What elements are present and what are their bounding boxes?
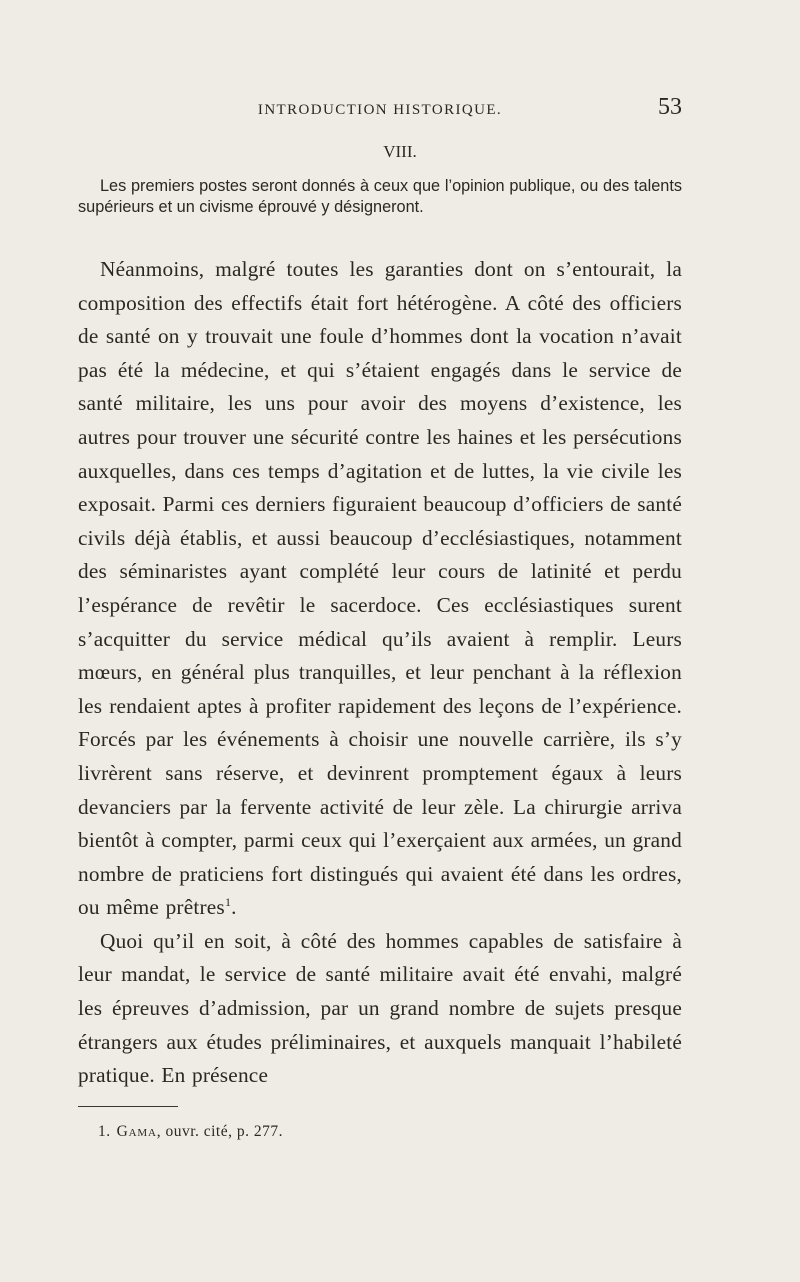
footnote-author: Gama	[116, 1123, 157, 1140]
page-number: 53	[658, 94, 682, 120]
quoted-article: Les premiers postes seront donnés à ceux que l’opinion publique, ou des talents supérieurs et un civisme éprouvé y désigneront.	[78, 177, 682, 216]
footnote	[98, 1123, 283, 1141]
paragraph-2: Quoi qu’il en soit, à côté des hommes capables de satisfaire à leur mandat, le service de santé militaire avait été envahi, malgré les épreuves d’admission, par un grand nombre de sujets presque étrangers aux études préliminaires, et auxquels manquait l’habileté pratique. En présence	[78, 928, 682, 1088]
footnote-citation: , ouvr. cité, p. 277.	[156, 1123, 283, 1140]
footnote-reference[interactable]: 1	[224, 895, 232, 910]
running-head	[78, 94, 682, 126]
section-number: VIII.	[383, 142, 417, 161]
body-text	[78, 253, 682, 1093]
running-title: INTRODUCTION HISTORIQUE.	[257, 102, 503, 118]
footnote-number: 1.	[98, 1123, 111, 1140]
paragraph-1	[78, 253, 682, 925]
footnote-divider	[78, 1106, 178, 1107]
paragraph-1-end: .	[231, 895, 237, 920]
paragraph-1-text: Néanmoins, malgré toutes les garanties dont on s’entourait, la composition des effectifs était fort hétérogène. A côté des officiers de santé on y trouvait une foule d’hommes dont la vocation n’avait pas été la médecine, et qui s’étaient engagés dans le service de santé militaire, les uns pour avoir des moyens d’existence, les autres pour trouver une sécurité contre les haines et les persécutions auxquelles, dans ces temps d’agitation et de luttes, la vie civile les exposait. Parmi ces derniers figuraient beaucoup d’officiers de santé civils déjà établis, et aussi beaucoup d’ecclésiastiques, notamment des séminaristes ayant complété leur cours de latinité et perdu l’espérance de revêtir le sacerdoce. Ces ecclésiastiques surent s’acquitter du service médical qu’ils avaient à remplir. Leurs mœurs, en général plus tranquilles, et leur penchant à la réflexion les rendaient aptes à profiter rapidement des leçons de l’expérience. Forcés par les événements à choisir une nouvelle carrière, ils s’y livrèrent sans réserve, et devinrent promptement égaux à leurs devanciers par la fervente activité de leur zèle. La chirurgie arriva bientôt à compter, parmi ceux qui l’exerçaient aux armées, un grand nombre de praticiens fort distingués qui avaient été dans les ordres, ou même prêtres	[78, 257, 682, 920]
